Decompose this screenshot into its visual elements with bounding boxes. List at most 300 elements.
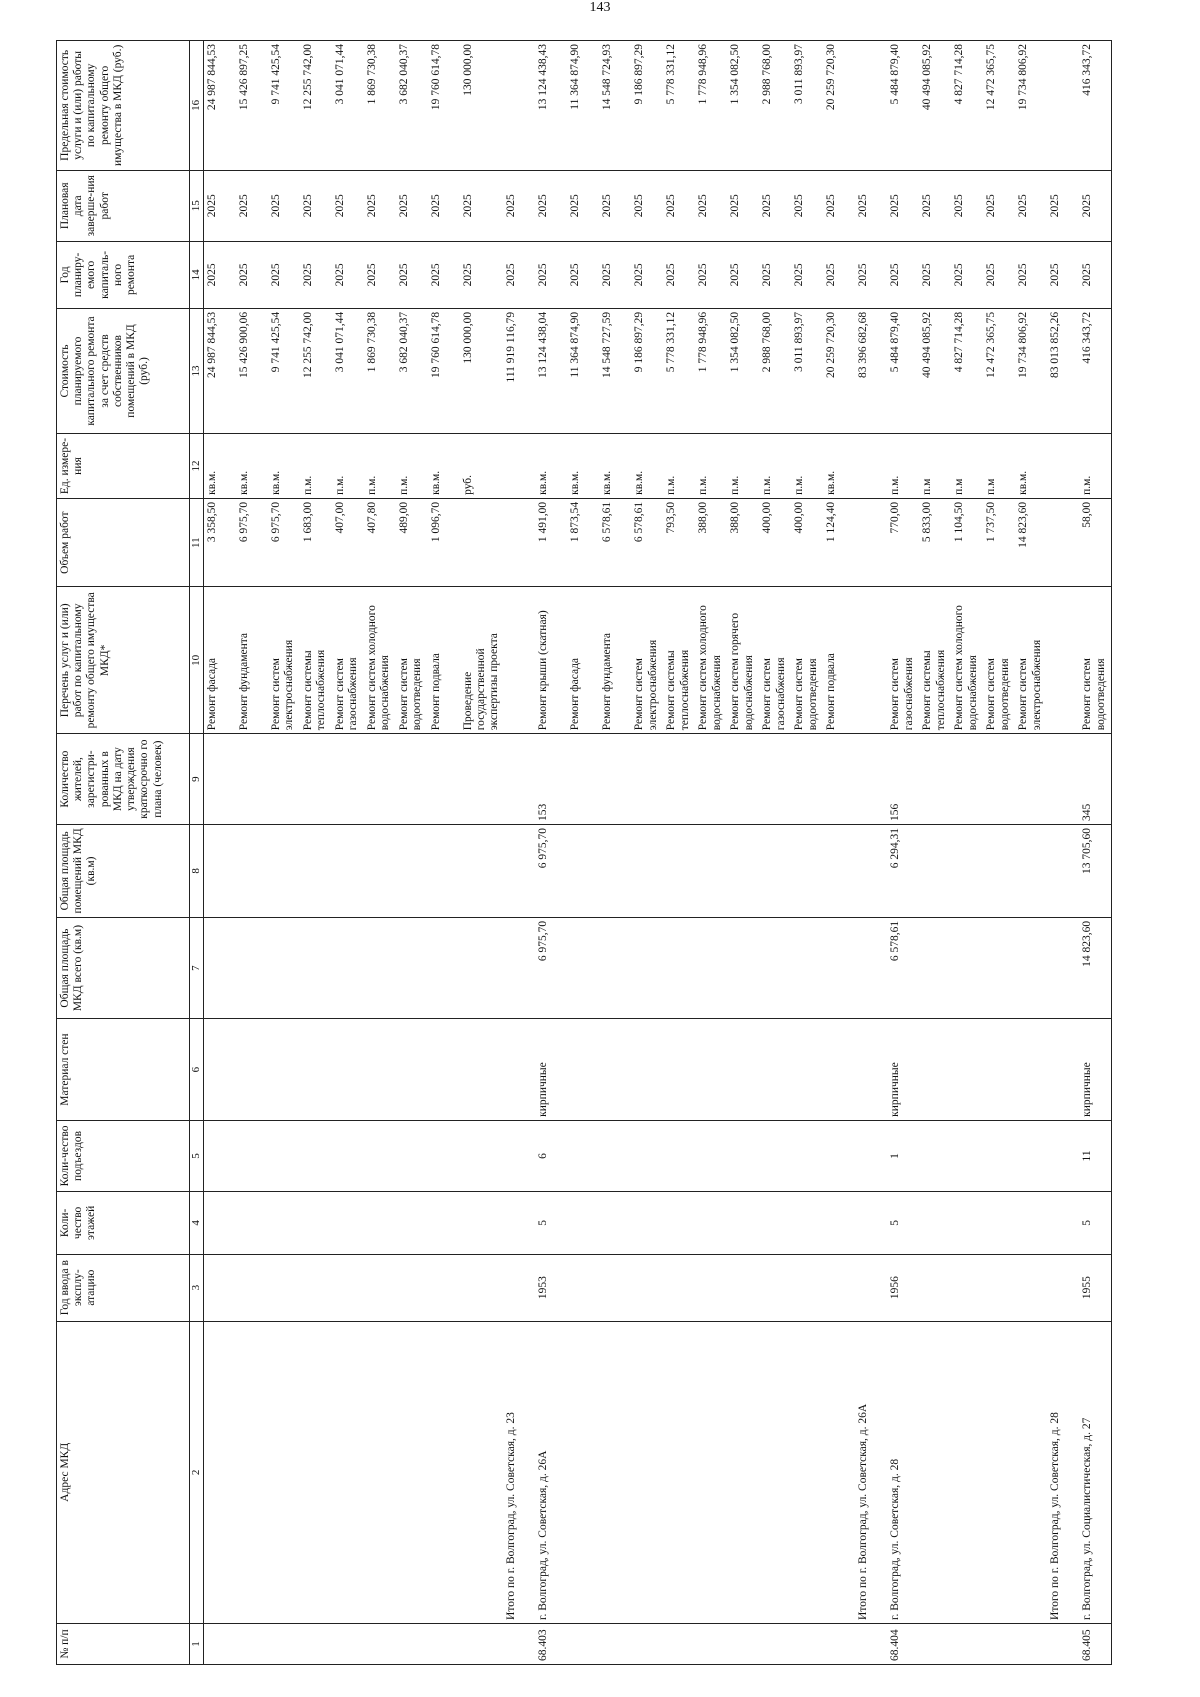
limit-cost: 3 011 893,97 — [791, 41, 823, 171]
total-area — [631, 917, 663, 1019]
total-area — [428, 917, 460, 1019]
table-row — [663, 41, 695, 1665]
completion-date: 2025 — [727, 170, 759, 241]
limit-cost: 13 124 438,43 — [535, 41, 567, 171]
completion-date: 2025 — [300, 170, 332, 241]
entrances — [1047, 1120, 1079, 1191]
work-type: Ремонт фундамента — [236, 587, 268, 734]
year-built — [695, 1254, 727, 1321]
row-number — [1015, 1623, 1047, 1664]
unit: кв.м. — [823, 434, 855, 499]
repair-year: 2025 — [332, 241, 364, 308]
unit: кв.м. — [599, 434, 631, 499]
planned-cost: 9 741 425,54 — [268, 308, 300, 433]
table-row — [567, 41, 599, 1665]
residents — [1047, 734, 1079, 825]
residents — [823, 734, 855, 825]
work-type: Ремонт системы теплоснабжения — [919, 587, 951, 734]
entrances: 6 — [535, 1120, 567, 1191]
total-area — [951, 917, 983, 1019]
year-built — [951, 1254, 983, 1321]
work-volume: 3 358,50 — [203, 498, 236, 587]
limit-cost: 12 255 742,00 — [300, 41, 332, 171]
premises-area — [268, 824, 300, 917]
wall-material — [1015, 1019, 1047, 1121]
floors — [855, 1192, 887, 1255]
work-type — [1047, 587, 1079, 734]
wall-material — [695, 1019, 727, 1121]
column-numbers-row — [190, 41, 204, 1665]
row-number: 68.403 — [535, 1623, 567, 1664]
premises-area — [396, 824, 428, 917]
repair-year: 2025 — [300, 241, 332, 308]
table-row — [887, 41, 919, 1665]
total-area: 14 823,60 — [1079, 917, 1112, 1019]
completion-date: 2025 — [1047, 170, 1079, 241]
entrances — [396, 1120, 428, 1191]
row-number — [332, 1623, 364, 1664]
year-built — [983, 1254, 1015, 1321]
repair-year: 2025 — [428, 241, 460, 308]
total-area — [1047, 917, 1079, 1019]
entrances — [951, 1120, 983, 1191]
residents — [727, 734, 759, 825]
premises-area — [631, 824, 663, 917]
table-row — [791, 41, 823, 1665]
entrances — [663, 1120, 695, 1191]
completion-date: 2025 — [919, 170, 951, 241]
work-type: Ремонт фасада — [567, 587, 599, 734]
address: Итого по г. Волгоград, ул. Советская, д. 26А — [855, 1321, 887, 1623]
entrances: 1 — [887, 1120, 919, 1191]
residents — [396, 734, 428, 825]
address — [1015, 1321, 1047, 1623]
planned-cost: 3 682 040,37 — [396, 308, 428, 433]
limit-cost: 3 682 040,37 — [396, 41, 428, 171]
work-type: Ремонт подвала — [823, 587, 855, 734]
column-number: 6 — [190, 1019, 204, 1121]
limit-cost — [855, 41, 887, 171]
table-row — [1047, 41, 1079, 1665]
entrances — [791, 1120, 823, 1191]
address — [567, 1321, 599, 1623]
repair-year: 2025 — [1079, 241, 1112, 308]
address: г. Волгоград, ул. Социалистическая, д. 27 — [1079, 1321, 1112, 1623]
total-area — [567, 917, 599, 1019]
wall-material — [663, 1019, 695, 1121]
table-row — [364, 41, 396, 1665]
residents — [855, 734, 887, 825]
wall-material: кирпичные — [1079, 1019, 1112, 1121]
work-volume: 6 975,70 — [268, 498, 300, 587]
year-built: 1953 — [535, 1254, 567, 1321]
work-volume: 770,00 — [887, 498, 919, 587]
completion-date: 2025 — [695, 170, 727, 241]
table-row — [855, 41, 887, 1665]
total-area — [599, 917, 631, 1019]
work-volume: 407,00 — [332, 498, 364, 587]
repair-year: 2025 — [203, 241, 236, 308]
address — [823, 1321, 855, 1623]
year-built — [428, 1254, 460, 1321]
limit-cost: 5 484 879,40 — [887, 41, 919, 171]
floors: 5 — [887, 1192, 919, 1255]
unit: п.м. — [887, 434, 919, 499]
table-row — [300, 41, 332, 1665]
work-type: Ремонт систем газоснабжения — [887, 587, 919, 734]
planned-cost: 2 988 768,00 — [759, 308, 791, 433]
wall-material — [364, 1019, 396, 1121]
column-header: Общая площадь МКД всего (кв.м) — [57, 917, 190, 1019]
wall-material — [1047, 1019, 1079, 1121]
floors — [663, 1192, 695, 1255]
limit-cost: 14 548 724,93 — [599, 41, 631, 171]
work-type: Ремонт систем электроснабжения — [268, 587, 300, 734]
wall-material — [503, 1019, 535, 1121]
residents — [460, 734, 504, 825]
unit: п.м — [983, 434, 1015, 499]
premises-area — [364, 824, 396, 917]
address — [663, 1321, 695, 1623]
completion-date: 2025 — [663, 170, 695, 241]
planned-cost: 19 760 614,78 — [428, 308, 460, 433]
year-built — [364, 1254, 396, 1321]
entrances — [203, 1120, 236, 1191]
entrances — [983, 1120, 1015, 1191]
address — [631, 1321, 663, 1623]
planned-cost: 12 472 365,75 — [983, 308, 1015, 433]
capital-repair-table — [56, 40, 1112, 1665]
limit-cost: 19 734 806,92 — [1015, 41, 1047, 171]
completion-date: 2025 — [887, 170, 919, 241]
row-number — [236, 1623, 268, 1664]
wall-material — [332, 1019, 364, 1121]
repair-year: 2025 — [503, 241, 535, 308]
floors — [1047, 1192, 1079, 1255]
residents — [236, 734, 268, 825]
premises-area: 6 294,31 — [887, 824, 919, 917]
unit: кв.м. — [203, 434, 236, 499]
limit-cost: 40 494 085,92 — [919, 41, 951, 171]
column-number: 4 — [190, 1192, 204, 1255]
column-number: 3 — [190, 1254, 204, 1321]
completion-date: 2025 — [203, 170, 236, 241]
repair-year: 2025 — [823, 241, 855, 308]
column-header: Предельная стоимость услуги и (или) работы по капитальному ремонту общего имущества в МКД (руб.) — [57, 41, 190, 171]
unit: п.м. — [791, 434, 823, 499]
year-built — [855, 1254, 887, 1321]
wall-material — [203, 1019, 236, 1121]
work-volume: 1 124,40 — [823, 498, 855, 587]
work-type: Ремонт систем водоотведения — [791, 587, 823, 734]
work-volume: 5 833,00 — [919, 498, 951, 587]
residents — [599, 734, 631, 825]
residents — [1015, 734, 1047, 825]
unit: п.м. — [663, 434, 695, 499]
wall-material — [759, 1019, 791, 1121]
row-number — [460, 1623, 504, 1664]
total-area — [823, 917, 855, 1019]
floors — [332, 1192, 364, 1255]
table-row — [823, 41, 855, 1665]
completion-date: 2025 — [1079, 170, 1112, 241]
unit: п.м. — [1079, 434, 1112, 499]
year-built — [727, 1254, 759, 1321]
table-row — [1015, 41, 1047, 1665]
completion-date: 2025 — [364, 170, 396, 241]
address — [919, 1321, 951, 1623]
repair-year: 2025 — [887, 241, 919, 308]
row-number — [300, 1623, 332, 1664]
entrances — [364, 1120, 396, 1191]
wall-material — [567, 1019, 599, 1121]
residents — [364, 734, 396, 825]
wall-material — [268, 1019, 300, 1121]
repair-year: 2025 — [919, 241, 951, 308]
planned-cost: 1 354 082,50 — [727, 308, 759, 433]
address — [695, 1321, 727, 1623]
limit-cost: 19 760 614,78 — [428, 41, 460, 171]
column-number: 16 — [190, 41, 204, 171]
work-volume — [1047, 498, 1079, 587]
premises-area — [919, 824, 951, 917]
row-number — [1047, 1623, 1079, 1664]
table-row — [919, 41, 951, 1665]
row-number — [791, 1623, 823, 1664]
entrances — [727, 1120, 759, 1191]
entrances — [332, 1120, 364, 1191]
column-number: 12 — [190, 434, 204, 499]
planned-cost: 130 000,00 — [460, 308, 504, 433]
unit: руб. — [460, 434, 504, 499]
repair-year: 2025 — [983, 241, 1015, 308]
unit: кв.м. — [268, 434, 300, 499]
column-header: № п/п — [57, 1623, 190, 1664]
address: Итого по г. Волгоград, ул. Советская, д. 28 — [1047, 1321, 1079, 1623]
repair-year: 2025 — [396, 241, 428, 308]
work-type: Ремонт фасада — [203, 587, 236, 734]
limit-cost: 4 827 714,28 — [951, 41, 983, 171]
row-number — [983, 1623, 1015, 1664]
year-built — [759, 1254, 791, 1321]
work-volume: 388,00 — [727, 498, 759, 587]
entrances — [300, 1120, 332, 1191]
planned-cost: 1 778 948,96 — [695, 308, 727, 433]
column-number: 14 — [190, 241, 204, 308]
table-row — [236, 41, 268, 1665]
repair-year: 2025 — [663, 241, 695, 308]
premises-area — [300, 824, 332, 917]
header-row — [57, 41, 190, 1665]
year-built: 1955 — [1079, 1254, 1112, 1321]
planned-cost: 83 013 852,26 — [1047, 308, 1079, 433]
year-built — [567, 1254, 599, 1321]
row-number — [396, 1623, 428, 1664]
column-number: 5 — [190, 1120, 204, 1191]
table-row — [396, 41, 428, 1665]
column-header: Адрес МКД — [57, 1321, 190, 1623]
premises-area — [503, 824, 535, 917]
year-built — [1047, 1254, 1079, 1321]
work-type — [855, 587, 887, 734]
limit-cost: 1 869 730,38 — [364, 41, 396, 171]
column-header: Плановая дата заверше-ния работ — [57, 170, 190, 241]
premises-area — [823, 824, 855, 917]
unit — [855, 434, 887, 499]
floors — [983, 1192, 1015, 1255]
row-number — [823, 1623, 855, 1664]
repair-year: 2025 — [759, 241, 791, 308]
entrances — [631, 1120, 663, 1191]
column-header: Коли-чество этажей — [57, 1192, 190, 1255]
work-volume — [503, 498, 535, 587]
total-area — [695, 917, 727, 1019]
residents — [663, 734, 695, 825]
address — [727, 1321, 759, 1623]
row-number: 68.404 — [887, 1623, 919, 1664]
row-number — [631, 1623, 663, 1664]
premises-area — [1047, 824, 1079, 917]
column-header: Ед. измере-ния — [57, 434, 190, 499]
entrances: 11 — [1079, 1120, 1112, 1191]
row-number — [919, 1623, 951, 1664]
completion-date: 2025 — [631, 170, 663, 241]
repair-year: 2025 — [268, 241, 300, 308]
premises-area — [332, 824, 364, 917]
row-number — [503, 1623, 535, 1664]
work-type: Ремонт крыши (скатная) — [535, 587, 567, 734]
residents — [695, 734, 727, 825]
premises-area — [951, 824, 983, 917]
year-built — [332, 1254, 364, 1321]
year-built — [919, 1254, 951, 1321]
column-header: Год планиру-емого капиталь-ного ремонта — [57, 241, 190, 308]
premises-area — [983, 824, 1015, 917]
total-area — [727, 917, 759, 1019]
completion-date: 2025 — [1015, 170, 1047, 241]
repair-year: 2025 — [695, 241, 727, 308]
work-type: Ремонт систем водоотведения — [983, 587, 1015, 734]
address — [951, 1321, 983, 1623]
column-header: Стоимость планируемого капитального ремонта за счет средств собственников помещений в МКД (руб.) — [57, 308, 190, 433]
entrances — [919, 1120, 951, 1191]
limit-cost: 1 354 082,50 — [727, 41, 759, 171]
unit — [503, 434, 535, 499]
floors — [919, 1192, 951, 1255]
completion-date: 2025 — [268, 170, 300, 241]
row-number — [599, 1623, 631, 1664]
unit: кв.м. — [535, 434, 567, 499]
address — [364, 1321, 396, 1623]
unit: кв.м. — [428, 434, 460, 499]
limit-cost — [503, 41, 535, 171]
work-volume: 1 096,70 — [428, 498, 460, 587]
year-built — [203, 1254, 236, 1321]
address — [428, 1321, 460, 1623]
work-type: Ремонт систем газоснабжения — [759, 587, 791, 734]
entrances — [759, 1120, 791, 1191]
unit: п.м. — [300, 434, 332, 499]
unit: п.м. — [727, 434, 759, 499]
address: г. Волгоград, ул. Советская, д. 28 — [887, 1321, 919, 1623]
unit — [1047, 434, 1079, 499]
column-header: Год ввода в эксплу-атацию — [57, 1254, 190, 1321]
column-number: 8 — [190, 824, 204, 917]
work-type: Ремонт систем водоотведения — [1079, 587, 1112, 734]
entrances — [599, 1120, 631, 1191]
completion-date: 2025 — [535, 170, 567, 241]
premises-area — [203, 824, 236, 917]
entrances — [268, 1120, 300, 1191]
work-type: Ремонт систем горячего водоснабжения — [727, 587, 759, 734]
total-area — [983, 917, 1015, 1019]
row-number — [567, 1623, 599, 1664]
planned-cost: 11 364 874,90 — [567, 308, 599, 433]
table-body — [203, 41, 1112, 1665]
address — [791, 1321, 823, 1623]
year-built — [663, 1254, 695, 1321]
planned-cost: 9 186 897,29 — [631, 308, 663, 433]
year-built — [300, 1254, 332, 1321]
work-type — [503, 587, 535, 734]
floors — [503, 1192, 535, 1255]
limit-cost: 9 186 897,29 — [631, 41, 663, 171]
work-type: Ремонт систем электроснабжения — [1015, 587, 1047, 734]
total-area — [364, 917, 396, 1019]
total-area — [855, 917, 887, 1019]
repair-year: 2025 — [1047, 241, 1079, 308]
planned-cost: 111 919 116,79 — [503, 308, 535, 433]
column-number: 13 — [190, 308, 204, 433]
wall-material — [599, 1019, 631, 1121]
limit-cost: 416 343,72 — [1079, 41, 1112, 171]
row-number — [855, 1623, 887, 1664]
entrances — [823, 1120, 855, 1191]
unit: п.м. — [759, 434, 791, 499]
limit-cost: 15 426 897,25 — [236, 41, 268, 171]
total-area — [1015, 917, 1047, 1019]
row-number: 68.405 — [1079, 1623, 1112, 1664]
floors — [236, 1192, 268, 1255]
wall-material: кирпичные — [535, 1019, 567, 1121]
completion-date: 2025 — [823, 170, 855, 241]
completion-date: 2025 — [332, 170, 364, 241]
residents: 156 — [887, 734, 919, 825]
residents: 153 — [535, 734, 567, 825]
address — [460, 1321, 504, 1623]
work-volume: 1 491,00 — [535, 498, 567, 587]
planned-cost: 4 827 714,28 — [951, 308, 983, 433]
floors — [951, 1192, 983, 1255]
year-built — [503, 1254, 535, 1321]
work-volume: 1 737,50 — [983, 498, 1015, 587]
table-row — [535, 41, 567, 1665]
unit: п.м. — [396, 434, 428, 499]
floors: 5 — [535, 1192, 567, 1255]
entrances — [567, 1120, 599, 1191]
wall-material — [428, 1019, 460, 1121]
total-area — [759, 917, 791, 1019]
total-area: 6 975,70 — [535, 917, 567, 1019]
total-area — [300, 917, 332, 1019]
completion-date: 2025 — [791, 170, 823, 241]
row-number — [428, 1623, 460, 1664]
planned-cost: 3 041 071,44 — [332, 308, 364, 433]
address — [599, 1321, 631, 1623]
premises-area — [759, 824, 791, 917]
floors — [727, 1192, 759, 1255]
work-volume: 1 873,54 — [567, 498, 599, 587]
